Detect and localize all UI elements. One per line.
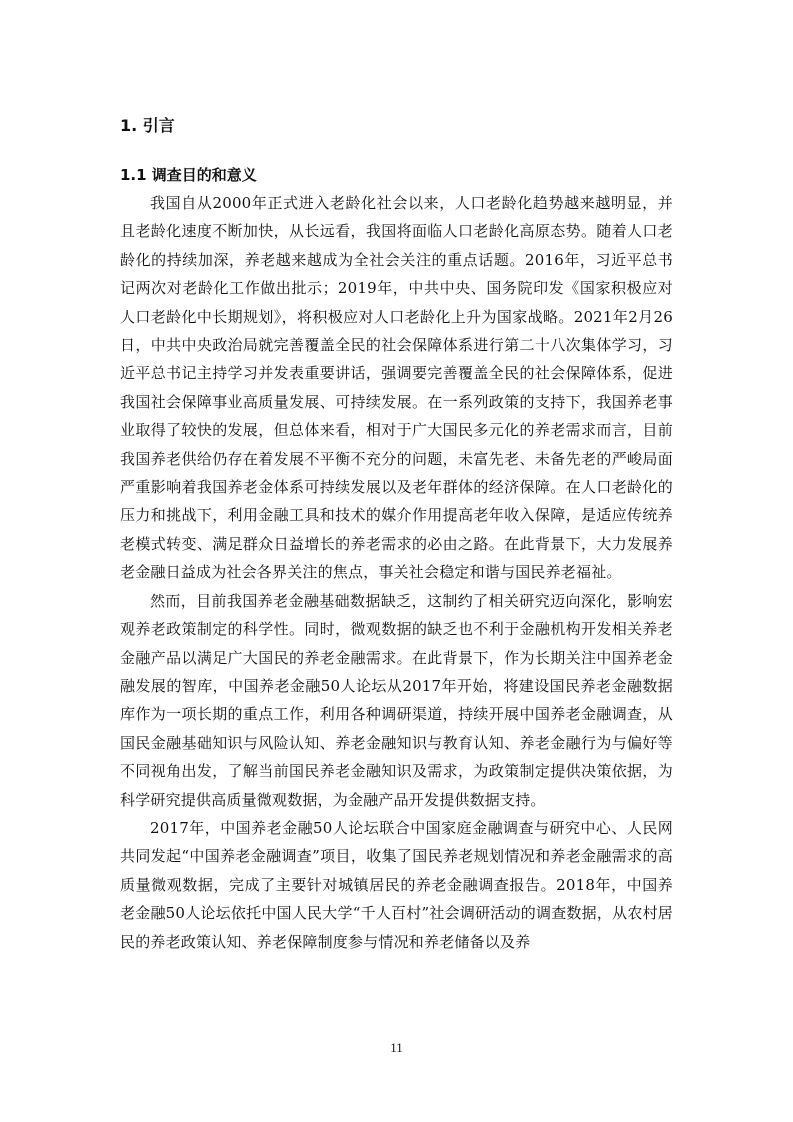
paragraph: 我国自从2000年正式进入老龄化社会以来，人口老龄化趋势越来越明显，并且老龄化速度不断加快，从长远看，我国将面临人口老龄化高原态势。随着人口老龄化的持续加深，养老越来越成为全社会关注的重点话题。2016年，习近平总书记两次对老龄化工作做出批示；2019年，中共中央、国务院印发《国家积极应对人口老龄化中长期规划》，将积极应对人口老龄化上升为国家战略。2021年2月26日，中共中央政治局就完善覆盖全民的社会保障体系进行第二十八次集体学习，习近平总书记主持学习并发表重要讲话，强调要完善覆盖全民的社会保障体系，促进我国社会保障事业高质量发展、可持续发展。在一系列政策的支持下，我国养老事业取得了较快的发展，但总体来看，相对于广大国民多元化的养老需求而言，目前我国养老供给仍存在着发展不平衡不充分的问题，未富先老、未备先老的严峻局面严重影响着我国养老金体系可持续发展以及老年群体的经济保障。在人口老龄化的压力和挑战下，利用金融工具和技术的媒介作用提高老年收入保障，是适应传统养老模式转变、满足群众日益增长的养老需求的必由之路。在此背景下，大力发展养老金融日益成为社会各界关注的焦点，事关社会稳定和谐与国民养老福祉。 <box>120 194 673 582</box>
subsection-heading: 1.1 调查目的和意义 <box>120 166 257 184</box>
page-number: 11 <box>390 1040 403 1055</box>
paragraph: 然而，目前我国养老金融基础数据缺乏，这制约了相关研究迈向深化，影响宏观养老政策制定的科学性。同时，微观数据的缺乏也不利于金融机构开发相关养老金融产品以满足广大国民的养老金融需求。在此背景下，作为长期关注中国养老金融发展的智库，中国养老金融50人论坛从2017年开始，将建设国民养老金融数据库作为一项长期的重点工作，利用各种调研渠道，持续开展中国养老金融调查，从国民金融基础知识与风险认知、养老金融知识与教育认知、养老金融行为与偏好等不同视角出发，了解当前国民养老金融知识及需求，为政策制定提供决策依据，为科学研究提供高质量微观数据，为金融产品开发提供数据支持。 <box>120 591 673 809</box>
document-body <box>120 114 673 956</box>
section-heading: 1. 引言 <box>120 116 175 135</box>
paragraph: 2017年，中国养老金融50人论坛联合中国家庭金融调查与研究中心、人民网共同发起“中国养老金融调查”项目，收集了国民养老规划情况和养老金融需求的高质量微观数据，完成了主要针对城镇居民的养老金融调查报告。2018年，中国养老金融50人论坛依托中国人民大学“千人百村”社会调研活动的调查数据，从农村居民的养老政策认知、养老保障制度参与情况和养老储备以及养 <box>120 818 673 951</box>
